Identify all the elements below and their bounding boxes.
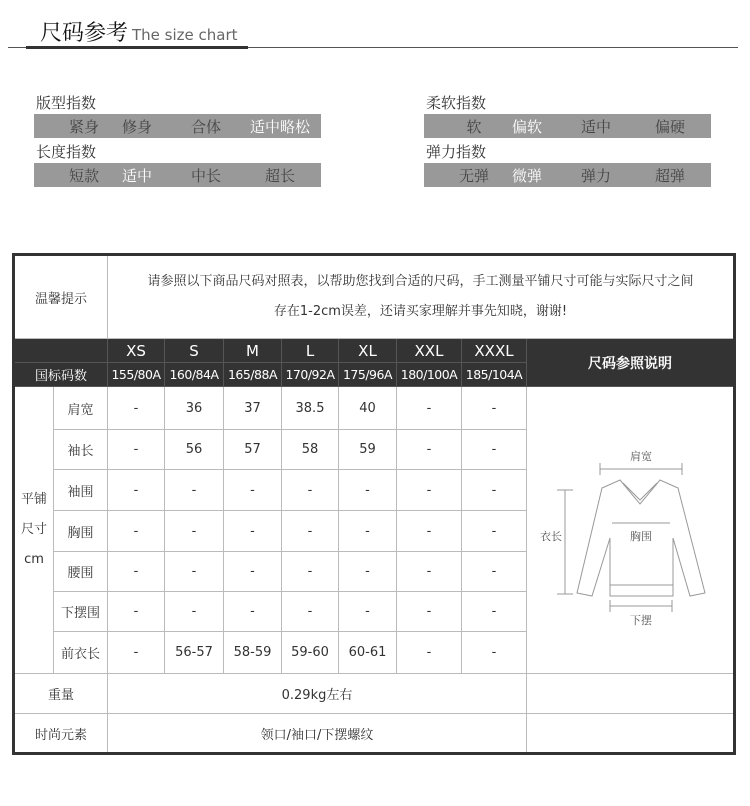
measure-value: - [462, 592, 527, 632]
measure-name: 胸围 [54, 511, 108, 552]
measure-value: - [108, 552, 165, 592]
sweater-diagram-icon [530, 428, 730, 628]
size-header: XL [339, 339, 397, 363]
measure-value: 60-61 [339, 632, 397, 674]
elasticity-option: 无弹 [458, 166, 489, 185]
measure-value: - [397, 552, 462, 592]
measure-value: - [339, 592, 397, 632]
measure-value: - [462, 387, 527, 430]
fit-option: 紧身 [68, 117, 99, 136]
size-header: XXXL [462, 339, 527, 363]
diagram-length-label: 衣长 [540, 530, 562, 543]
measure-value: - [339, 470, 397, 511]
title-underline [26, 46, 248, 49]
title-cn: 尺码参考 [40, 21, 129, 46]
measure-value: - [224, 470, 282, 511]
measure-value: 36 [165, 387, 224, 430]
measure-value: - [165, 470, 224, 511]
standard-size: 180/100A [397, 363, 462, 387]
measure-name: 腰围 [54, 552, 108, 592]
measure-value: 57 [224, 430, 282, 470]
style-value: 领口/袖口/下摆螺纹 [108, 714, 527, 754]
title-en: The size chart [132, 26, 238, 44]
measure-value: - [462, 552, 527, 592]
size-header: M [224, 339, 282, 363]
weight-value: 0.29kg左右 [108, 674, 527, 714]
measure-name: 前衣长 [54, 632, 108, 674]
softness-option: 软 [466, 117, 482, 136]
group-label-line: 尺寸 [20, 522, 47, 537]
length-option: 适中 [121, 166, 152, 185]
group-label-line: 平铺 [20, 492, 47, 507]
measure-value: 38.5 [282, 387, 339, 430]
diagram-hem-label: 下摆 [630, 614, 652, 627]
size-reference-title: 尺码参照说明 [527, 339, 735, 387]
size-header: L [282, 339, 339, 363]
measure-value: 59-60 [282, 632, 339, 674]
standard-size: 170/92A [282, 363, 339, 387]
diagram-chest-label: 胸围 [630, 530, 652, 543]
diagram-shoulder-label: 肩宽 [630, 450, 652, 463]
measure-value: 40 [339, 387, 397, 430]
measure-value: - [165, 592, 224, 632]
softness-option: 偏软 [511, 117, 542, 136]
measure-value: - [282, 552, 339, 592]
standard-size: 160/84A [165, 363, 224, 387]
length-option: 短款 [68, 166, 99, 185]
standard-size: 165/88A [224, 363, 282, 387]
measure-value: 59 [339, 430, 397, 470]
measure-value: 58-59 [224, 632, 282, 674]
weight-label: 重量 [14, 674, 108, 714]
fit-option: 修身 [121, 117, 152, 136]
measure-value: - [108, 511, 165, 552]
measure-name: 下摆围 [54, 592, 108, 632]
length-index-bar [34, 163, 321, 187]
fit-index-label: 版型指数 [36, 94, 97, 112]
size-header: XXL [397, 339, 462, 363]
measure-value: - [282, 470, 339, 511]
style-label: 时尚元素 [14, 714, 108, 754]
measure-value: - [462, 632, 527, 674]
measure-value: - [397, 632, 462, 674]
measure-name: 袖长 [54, 430, 108, 470]
measure-value: 56 [165, 430, 224, 470]
softness-option: 适中 [580, 117, 611, 136]
measure-value: - [462, 430, 527, 470]
measure-value: - [224, 511, 282, 552]
tip-line-1: 请参照以下商品尺码对照表，以帮助您找到合适的尺码，手工测量平铺尺寸可能与实际尺寸之间 [147, 274, 694, 289]
measure-name: 袖围 [54, 470, 108, 511]
measure-value: - [282, 592, 339, 632]
softness-option: 偏硬 [654, 117, 685, 136]
measure-value: - [397, 430, 462, 470]
page-title [40, 16, 238, 47]
elasticity-option: 微弹 [511, 166, 542, 185]
length-option: 超长 [264, 166, 295, 185]
measure-value: - [462, 470, 527, 511]
measure-value: - [397, 387, 462, 430]
standard-size: 175/96A [339, 363, 397, 387]
measure-name: 肩宽 [54, 387, 108, 430]
tip-line-2: 存在1-2cm误差，还请买家理解并事先知晓，谢谢! [273, 304, 568, 319]
measure-value: - [108, 387, 165, 430]
elasticity-option: 超弹 [654, 166, 685, 185]
elasticity-index-bar [424, 163, 711, 187]
measure-value: - [165, 511, 224, 552]
flat-size-group-label [14, 387, 54, 674]
measure-value: - [224, 592, 282, 632]
measure-value: - [397, 470, 462, 511]
measure-value: - [339, 552, 397, 592]
length-option: 中长 [190, 166, 221, 185]
group-label-line: cm [24, 552, 44, 567]
measure-value: 37 [224, 387, 282, 430]
measure-value: 58 [282, 430, 339, 470]
size-table [12, 253, 736, 755]
measure-value: - [108, 592, 165, 632]
standard-size: 155/80A [108, 363, 165, 387]
measure-value: - [462, 511, 527, 552]
measure-value: - [339, 511, 397, 552]
measure-value: - [282, 511, 339, 552]
garment-diagram [527, 387, 735, 674]
fit-option: 合体 [190, 117, 221, 136]
measure-value: - [224, 552, 282, 592]
measure-value: - [397, 592, 462, 632]
softness-index-label: 柔软指数 [426, 94, 487, 112]
measure-value: - [165, 552, 224, 592]
tip-label: 温馨提示 [14, 255, 108, 339]
elasticity-index-label: 弹力指数 [426, 143, 487, 161]
standard-label: 国标码数 [14, 363, 108, 387]
fit-option: 适中略松 [249, 117, 310, 136]
measure-value: - [108, 430, 165, 470]
size-header: S [165, 339, 224, 363]
standard-size: 185/104A [462, 363, 527, 387]
measure-value: - [108, 632, 165, 674]
length-index-label: 长度指数 [36, 143, 97, 161]
measure-value: - [108, 470, 165, 511]
measure-value: - [397, 511, 462, 552]
size-header: XS [108, 339, 165, 363]
measure-value: 56-57 [165, 632, 224, 674]
fit-index-bar [34, 114, 321, 138]
softness-index-bar [424, 114, 711, 138]
table-row [14, 387, 735, 430]
elasticity-option: 弹力 [580, 166, 611, 185]
